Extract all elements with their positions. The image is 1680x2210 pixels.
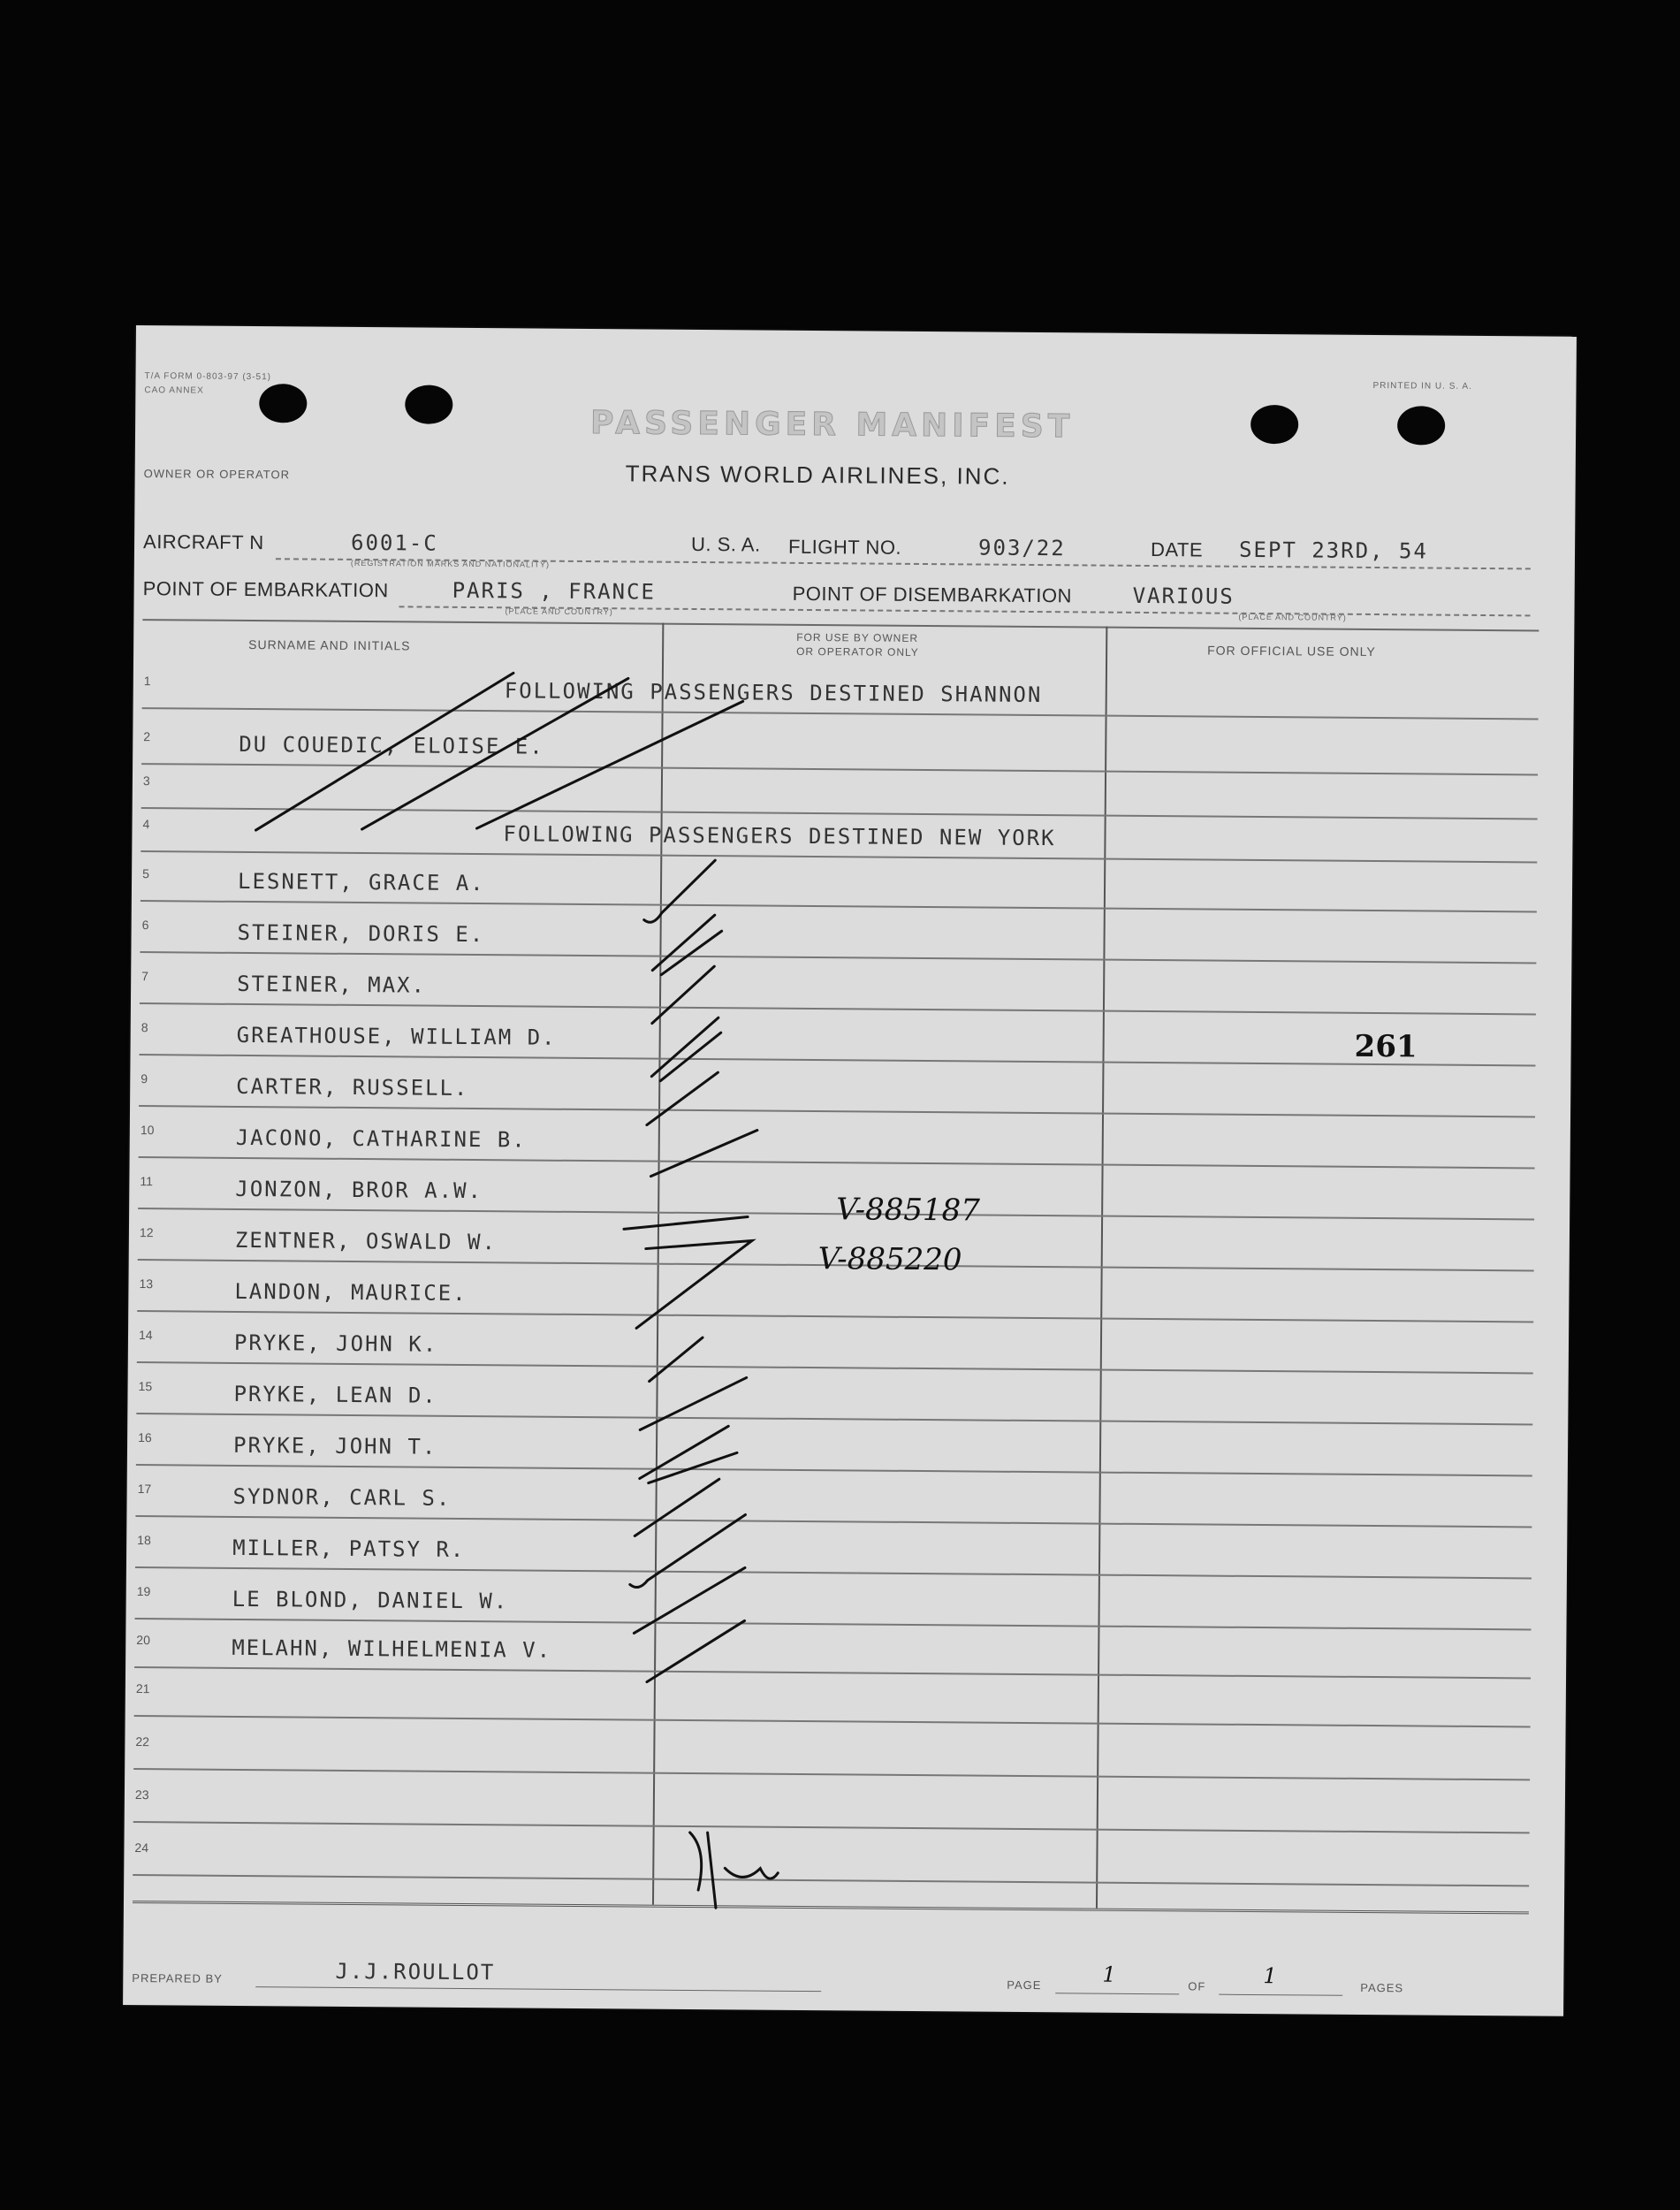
row-number: 6: [141, 918, 149, 933]
row-number: 5: [142, 866, 149, 881]
row-number: 10: [140, 1123, 155, 1138]
row-text: LE BLOND, DANIEL W.: [232, 1586, 509, 1614]
row-text: ZENTNER, OSWALD W.: [234, 1227, 498, 1255]
row-text: STEINER, DORIS E.: [237, 919, 485, 948]
strike-line: [624, 1216, 748, 1230]
checkmark: [650, 1337, 703, 1382]
printed-in: PRINTED IN U. S. A.: [1372, 380, 1472, 392]
usa-label: U. S. A.: [690, 532, 761, 556]
row-text: SYDNOR, CARL S.: [232, 1483, 452, 1511]
page-label: PAGE: [1007, 1978, 1042, 1993]
row-number: 7: [141, 969, 149, 984]
row-text: FOLLOWING PASSENGERS DESTINED SHANNON: [504, 678, 1043, 708]
owner-label: OWNER OR OPERATOR: [143, 467, 291, 482]
prepared-value: J.J.ROULLOT: [335, 1958, 496, 1985]
row-number: 24: [134, 1840, 149, 1856]
row-number: 4: [142, 817, 150, 832]
row-text: MILLER, PATSY R.: [232, 1535, 466, 1562]
row-text: FOLLOWING PASSENGERS DESTINED NEW YORK: [503, 821, 1056, 851]
checkmark: [651, 1017, 721, 1082]
col-header-name: SURNAME AND INITIALS: [248, 637, 411, 653]
strike-line: [477, 699, 743, 830]
form-annex: CAO ANNEX: [144, 385, 204, 396]
row-text: LESNETT, GRACE A.: [237, 868, 485, 896]
row-number: 23: [134, 1787, 149, 1802]
row-number: 14: [138, 1328, 153, 1343]
disembark-label: POINT OF DISEMBARKATION: [792, 582, 1073, 607]
airline-name: TRANS WORLD AIRLINES, INC.: [625, 460, 1010, 490]
row-text: PRYKE, JOHN T.: [232, 1432, 437, 1459]
row-number: 19: [136, 1584, 151, 1599]
manifest-title: PASSENGER MANIFEST: [589, 405, 1075, 446]
row-text: PRYKE, JOHN K.: [233, 1330, 438, 1357]
row-text: LANDON, MAURICE.: [234, 1278, 468, 1306]
checkmark: [640, 1377, 746, 1431]
row-number: 20: [136, 1633, 150, 1648]
row-number: 2: [143, 729, 151, 744]
registration-caption: (REGISTRATION MARKS AND NATIONALITY): [350, 558, 551, 569]
visa-number-row-11: V-885187: [836, 1192, 981, 1229]
row-text: DU COUEDIC, ELOISE E.: [239, 731, 544, 759]
form-number: T/A FORM 0-803-97 (3-51): [144, 371, 272, 383]
row-number: 13: [139, 1276, 154, 1292]
row-number: 11: [140, 1174, 154, 1189]
prepared-label: PREPARED BY: [132, 1971, 223, 1985]
aircraft-value: 6001-C: [350, 530, 438, 556]
row-text: MELAHN, WILHELMENIA V.: [232, 1635, 552, 1663]
row-number: 15: [138, 1379, 153, 1394]
row-number: 12: [139, 1225, 154, 1240]
embark-caption: (PLACE AND COUNTRY): [505, 606, 613, 617]
date-value: SEPT 23RD, 54: [1238, 537, 1428, 564]
page-value: 1: [1102, 1962, 1116, 1987]
embark-label: POINT OF EMBARKATION: [142, 577, 389, 602]
signature-mark: [689, 1833, 779, 1909]
row-text: GREATHOUSE, WILLIAM D.: [236, 1022, 557, 1050]
aircraft-label: AIRCRAFT N: [142, 530, 264, 554]
row-number: 3: [142, 774, 150, 789]
strike-line: [256, 671, 513, 832]
checkmark: [652, 915, 722, 976]
col-header-owner-1: FOR USE BY OWNER: [796, 630, 919, 644]
date-label: DATE: [1150, 538, 1204, 561]
row-number: 17: [137, 1482, 152, 1497]
flight-value: 903/22: [977, 535, 1066, 561]
of-label: OF: [1188, 1979, 1206, 1993]
row-text: STEINER, MAX.: [237, 971, 427, 998]
of-value: 1: [1263, 1963, 1277, 1989]
embark-value: PARIS , FRANCE: [452, 577, 657, 605]
strike-line: [362, 676, 628, 831]
row-number: 1: [143, 674, 151, 689]
row-text: CARTER, RUSSELL.: [236, 1073, 469, 1101]
visa-number-row-12: V-885220: [817, 1241, 962, 1278]
row-number: 9: [141, 1071, 148, 1086]
col-header-official: FOR OFFICIAL USE ONLY: [1207, 643, 1376, 659]
checkmark: [640, 1426, 738, 1484]
row-text: PRYKE, LEAN D.: [233, 1381, 437, 1408]
row-number: 8: [141, 1020, 148, 1035]
col-header-owner-2: OR OPERATOR ONLY: [796, 644, 919, 659]
checkmark: [647, 1620, 745, 1683]
pages-label: PAGES: [1360, 1980, 1404, 1995]
checkmark: [635, 1478, 719, 1536]
disembark-value: VARIOUS: [1132, 583, 1235, 609]
row-number: 22: [135, 1734, 150, 1749]
checkmark: [650, 1130, 756, 1177]
row-number: 21: [135, 1681, 150, 1696]
manifest-page: [123, 325, 1577, 2016]
checkmark: [647, 1072, 718, 1126]
row-text: JACONO, CATHARINE B.: [235, 1124, 527, 1153]
row-number: 18: [137, 1533, 151, 1548]
row-number: 16: [138, 1430, 152, 1445]
flight-label: FLIGHT NO.: [787, 535, 902, 559]
checkmark: [636, 1239, 752, 1329]
checkmark: [644, 860, 716, 923]
handwritten-marks: [123, 325, 1577, 2016]
stamp-number: 261: [1354, 1028, 1418, 1065]
row-text: JONZON, BROR A.W.: [235, 1176, 483, 1204]
disembark-caption: (PLACE AND COUNTRY): [1238, 612, 1347, 622]
